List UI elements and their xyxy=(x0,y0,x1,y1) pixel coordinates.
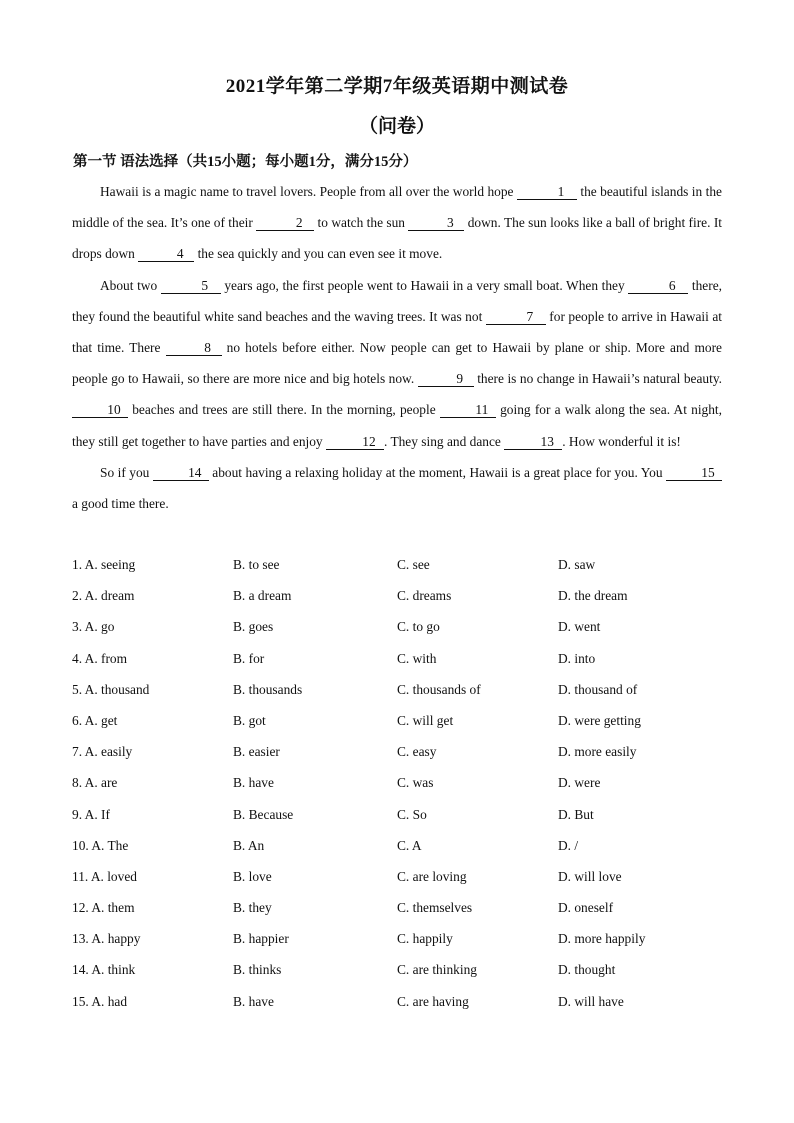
option-a: 2. A. dream xyxy=(72,588,135,604)
option-c: C. easy xyxy=(397,744,437,760)
passage-text: there, they found the beautiful white sand beaches and the waving trees. It was not xyxy=(72,277,722,324)
passage-text: going for a walk along the sea. At night, they still get together to have parties and enjoy xyxy=(72,402,723,449)
passage-text: So if you xyxy=(100,464,153,480)
option-b: B. An xyxy=(233,837,265,853)
option-b: B. a dream xyxy=(233,588,292,604)
reading-passage xyxy=(72,176,722,519)
blank-14: 14 xyxy=(153,466,209,481)
question-row xyxy=(72,549,732,580)
option-d: D. more happily xyxy=(558,931,646,947)
passage-text: . How wonderful it is! xyxy=(562,433,681,449)
option-c: C. themselves xyxy=(397,900,473,916)
passage-text: beaches and trees are still there. In the morning, people xyxy=(128,402,440,418)
passage-text: years ago, the first people went to Hawaii in a very small boat. When they xyxy=(220,277,629,293)
option-b: B. Because xyxy=(233,806,294,822)
option-c: C. to go xyxy=(397,619,440,635)
option-c: C. see xyxy=(397,557,430,572)
passage-text: to watch the sun xyxy=(314,215,409,231)
option-a: 12. A. them xyxy=(72,900,135,916)
option-c: C. are having xyxy=(397,993,469,1009)
passage-paragraph-2 xyxy=(72,270,722,457)
option-b: B. have xyxy=(233,993,274,1009)
question-row xyxy=(72,767,732,798)
option-b: B. goes xyxy=(233,619,274,635)
blank-1: 1 xyxy=(517,185,577,200)
blank-10: 10 xyxy=(72,403,128,418)
blank-13: 13 xyxy=(504,435,562,450)
passage-text: Hawaii is a magic name to travel lovers. People from all over the world hope xyxy=(100,184,517,199)
page-subtitle: （问卷） xyxy=(358,116,435,137)
question-row xyxy=(72,674,732,705)
option-a: 9. A. If xyxy=(72,806,110,822)
answer-options-list xyxy=(72,549,732,1017)
blank-8: 8 xyxy=(166,341,222,356)
option-d: D. thought xyxy=(558,962,616,978)
option-a: 8. A. are xyxy=(72,775,118,791)
question-row xyxy=(72,861,732,892)
option-d: D. / xyxy=(558,837,579,853)
question-row xyxy=(72,580,732,611)
option-c: C. are thinking xyxy=(397,962,477,978)
option-d: D. went xyxy=(558,619,601,635)
passage-text: the beautiful islands in the middle of the sea. It’s one of their xyxy=(72,184,722,231)
option-b: B. happier xyxy=(233,931,289,947)
option-b: B. easier xyxy=(233,744,280,760)
option-a: 3. A. go xyxy=(72,619,115,635)
option-a: 11. A. loved xyxy=(72,868,137,884)
option-d: D. saw xyxy=(558,557,596,572)
passage-text: About two xyxy=(100,277,161,293)
option-a: 6. A. get xyxy=(72,712,118,728)
option-c: C. are loving xyxy=(397,868,467,884)
question-row xyxy=(72,892,732,923)
passage-text: for people to arrive in Hawaii at that time. There xyxy=(72,308,722,356)
passage-text: about having a relaxing holiday at the moment, Hawaii is a great place for you. You xyxy=(208,464,666,480)
question-row xyxy=(72,954,732,985)
option-d: D. were xyxy=(558,775,601,791)
question-row xyxy=(72,611,732,642)
option-b: B. love xyxy=(233,868,272,884)
option-d: D. the dream xyxy=(558,588,628,604)
blank-7: 7 xyxy=(486,310,546,325)
option-a: 1. A. seeing xyxy=(72,557,136,572)
option-d: D. into xyxy=(558,650,596,666)
section-heading: 第一节 语法选择（共15小题；每小题1分，满分15分） xyxy=(73,154,418,170)
passage-text: . They sing and dance xyxy=(383,433,505,449)
option-a: 10. A. The xyxy=(72,837,129,853)
option-b: B. thousands xyxy=(233,681,303,697)
question-row xyxy=(72,830,732,861)
option-b: B. they xyxy=(233,900,272,916)
option-a: 5. A. thousand xyxy=(72,681,150,697)
passage-text: a good time there. xyxy=(72,496,169,512)
option-c: C. was xyxy=(397,775,434,791)
passage-text: there is no change in Hawaii’s natural beauty. xyxy=(473,371,722,387)
passage-paragraph-3 xyxy=(72,457,722,519)
question-row xyxy=(72,986,732,1017)
page-title: 2021学年第二学期7年级英语期中测试卷 xyxy=(225,76,569,97)
blank-5: 5 xyxy=(161,279,221,294)
passage-paragraph-1 xyxy=(72,176,722,270)
option-b: B. got xyxy=(233,712,266,728)
option-c: C. will get xyxy=(397,712,454,728)
option-a: 13. A. happy xyxy=(72,931,141,947)
option-a: 7. A. easily xyxy=(72,744,133,760)
option-a: 15. A. had xyxy=(72,993,128,1009)
blank-12: 12 xyxy=(326,435,384,450)
option-d: D. will love xyxy=(558,868,622,884)
option-b: B. have xyxy=(233,775,274,791)
option-c: C. A xyxy=(397,837,422,853)
question-row xyxy=(72,799,732,830)
passage-text: down. The sun looks like a ball of bright fire. It drops down xyxy=(72,215,722,262)
option-b: B. to see xyxy=(233,557,280,572)
option-c: C. thousands of xyxy=(397,681,481,697)
option-d: D. thousand of xyxy=(558,681,638,697)
option-c: C. dreams xyxy=(397,588,452,604)
passage-text: the sea quickly and you can even see it move. xyxy=(194,246,443,262)
blank-6: 6 xyxy=(628,279,688,294)
question-row xyxy=(72,736,732,767)
blank-2: 2 xyxy=(256,216,314,231)
option-d: D. were getting xyxy=(558,712,641,728)
option-c: C. with xyxy=(397,650,437,666)
option-d: D. oneself xyxy=(558,900,614,916)
question-row xyxy=(72,705,732,736)
question-row xyxy=(72,643,732,674)
option-d: D. more easily xyxy=(558,744,637,760)
blank-3: 3 xyxy=(408,216,464,231)
blank-15: 15 xyxy=(666,466,722,481)
option-b: B. thinks xyxy=(233,962,282,978)
option-a: 4. A. from xyxy=(72,650,128,666)
option-b: B. for xyxy=(233,650,265,666)
blank-4: 4 xyxy=(138,247,194,262)
blank-9: 9 xyxy=(418,372,474,387)
option-d: D. But xyxy=(558,806,594,822)
option-a: 14. A. think xyxy=(72,962,136,978)
question-row xyxy=(72,923,732,954)
option-c: C. So xyxy=(397,806,427,822)
option-d: D. will have xyxy=(558,993,624,1009)
option-c: C. happily xyxy=(397,931,453,947)
blank-11: 11 xyxy=(440,403,496,418)
passage-text: no hotels before either. Now people can get to Hawaii by plane or ship. More and more people go to Hawaii, so there are more nice and big hotels now. xyxy=(72,340,722,387)
